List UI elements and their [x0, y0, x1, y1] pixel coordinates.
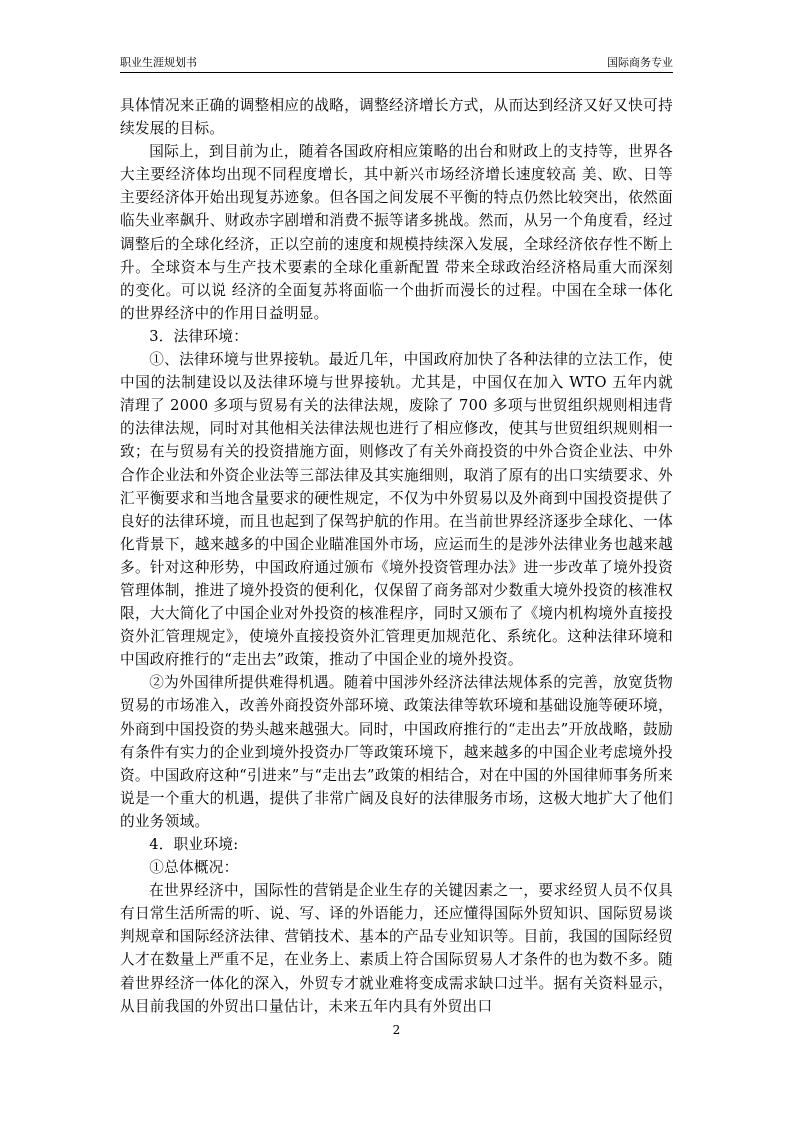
header-major-title: 国际商务专业 — [607, 56, 673, 69]
page-number: 2 — [392, 1023, 401, 1037]
section-heading-career-environment: 4．职业环境: — [149, 836, 239, 853]
paragraph-foreign-law-firm-opportunity: ②为外国律所提供难得机遇。随着中国涉外经济法律法规体系的完善，放宽货物贸易的市场准入，改善外商投资外部环境、政策法律等软环境和基础设施等硬环境，外商到中国投资的势头越来越强大。同时，中国政府推行的“走出去”开放战略，鼓励有条件有实力的企业到境外投资办厂等政策环境下，越来越多的中国企业考虑境外投资。中国政府这种“引进来”与“走出去”政策的相结合，对在中国的外国律师事务所来说是一个重大的机遇，提供了非常广阔及良好的法律服务市场，这极大地扩大了他们的业务领域。 — [120, 674, 673, 830]
page-header — [120, 52, 673, 73]
paragraph-international-economy: 国际上，到目前为止，随着各国政府相应策略的出台和财政上的支持等，世界各大主要经济体均出现不同程度增长，其中新兴市场经济增长速度较高 美、欧、日等主要经济体开始出现复苏迹象。但各国之间发展不平衡的特点仍然比较突出，依然面临失业率飙升、财政赤字剧增和消费不振等诸多挑战。然而，从另一个角度看，经过调整后的全球化经济，正以空前的速度和规模持续深入发展，全球经济依存性不断上升。全球资本与生产技术要素的全球化重新配置 带来全球政治经济格局重大而深刻的变化。可以说 经济的全面复苏将面临一个曲折而漫长的过程。中国在全球一体化的世界经济中的作用日益明显。 — [120, 143, 673, 322]
paragraph-legal-alignment: ①、法律环境与世界接轨。最近几年，中国政府加快了各种法律的立法工作，使中国的法制建设以及法律环境与世界接轨。尤其是，中国仅在加入 WTO 五年内就清理了 2000 多项与贸易有关的法律法规，废除了 700 多项与世贸组织规则相违背的法律法规，同时对其他相关法律法规也进行了相应修改，使其与世贸组织规则相一致；在与贸易有关的投资措施方面，则修改了有关外商投资的中外合资企业法、中外合作企业法和外资企业法等三部法律及其实施细则，取消了原有的出口实绩要求、外汇平衡要求和当地含量要求的硬性规定，不仅为中外贸易以及外商到中国投资提供了良好的法律环境，而且也起到了保驾护航的作用。在当前世界经济逐步全球化、一体化背景下，越来越多的中国企业瞄准国外市场，应运而生的是涉外法律业务也越来越多。针对这种形势，中国政府通过颁布《境外投资管理办法》进一步改革了境外投资管理体制，推进了境外投资的便利化，仅保留了商务部对少数重大境外投资的核准权限，大大简化了中国企业对外投资的核准程序，同时又颁布了《境内机构境外直接投资外汇管理规定》，使境外直接投资外汇管理更加规范化、系统化。这种法律环境和中国政府推行的“走出去”政策，推动了中国企业的境外投资。 — [120, 351, 673, 669]
page-body — [120, 94, 673, 1018]
header-document-title: 职业生涯规划书 — [120, 56, 197, 69]
paragraph-strategy-continuation: 具体情况来正确的调整相应的战略，调整经济增长方式，从而达到经济又好又快可持续发展的目标。 — [120, 97, 673, 138]
paragraph-talent-demand: 在世界经济中，国际性的营销是企业生存的关键因素之一，要求经贸人员不仅具有日常生活所需的听、说、写、译的外语能力，还应懂得国际外贸知识、国际贸易谈判规章和国际经济法律、营销技术、基本的产品专业知识等。目前，我国的国际经贸人才在数量上严重不足，在业务上、素质上符合国际贸易人才条件的也为数不多。随着世界经济一体化的深入，外贸专才就业难将变成需求缺口过半。据有关资料显示，从目前我国的外贸出口量估计，未来五年内具有外贸出口 — [120, 882, 673, 1015]
subheading-overview: ①总体概况： — [149, 859, 239, 877]
section-heading-legal-environment: 3．法律环境： — [149, 327, 249, 345]
